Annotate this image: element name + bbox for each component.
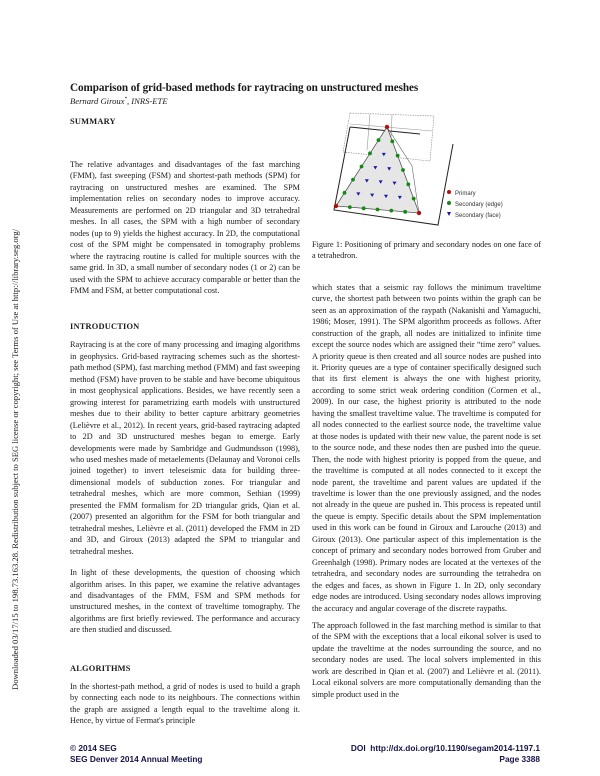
doi-label: DOI: [350, 743, 366, 753]
doi-link[interactable]: http://dx.doi.org/10.1190/segam2014-1197.1: [370, 743, 540, 753]
left-column: [70, 117, 300, 727]
figure-caption: Figure 1: Positioning of primary and secondary nodes on one face of a tetrahedron.: [312, 240, 541, 261]
algorithms-heading: ALGORITHMS: [70, 663, 131, 673]
algorithms-paragraph: In the shortest-path method, a grid of nodes is used to build a graph by connecting each node to its neighbours. The connections within the graph are assigned a length equal to the traveltime along it. Hence, by virtue of Fermat's principle: [70, 681, 300, 726]
secondary-edge-node: [390, 139, 394, 143]
download-watermark: Downloaded 03/17/15 to 198.73.163.28. Redistribution subject to SEG license or copyright; see Terms of Use at http://library.seg.org/: [10, 228, 20, 690]
tetrahedron-face-figure: [320, 100, 545, 230]
footer-meeting: SEG Denver 2014 Annual Meeting: [70, 754, 203, 764]
introduction-paragraph-1: Raytracing is at the core of many processing and imaging algorithms in geophysics. Grid-based raytracing schemes such as the shortest-path method (SPM), fast marching method (FMM) and fast sweeping method (FSM) have proven to be stable and have become ubiquitous in most geophysical applications. Besides, we have recently seen a growing interest for parametrizing earth models with unstructured meshes due to their ability to better capture arbitrary geometries (Lelièvre et al., 2012). In recent years, grid-based raytracing adapted to 2D and 3D unstructured meshes began to emerge. Early developments were made by Sambridge and Gudmundsson (1998), who used meshes made of metaelements (Delaunay and Voronoi cells joined together) to invert teleseismic data for building three-dimensional models of subduction zones. For triangular and tetrahedral meshes, which are more common, Sethian (1999) presented the FMM formalism for 2D triangular grids, Qian et al. (2007) presented an algorithm for the FSM for both triangular and tetrahedral meshes, Lelièvre et al. (2011) developed the FMM in 2D and 3D, and Giroux (2013) adapted the SPM to triangular and tetrahedral meshes.: [70, 340, 300, 556]
secondary-edge-node: [406, 182, 410, 186]
legend-primary-marker: [447, 190, 451, 194]
secondary-edge-node: [368, 151, 372, 155]
secondary-edge-node: [376, 208, 380, 212]
introduction-paragraph-2: In light of these developments, the question of choosing which algorithm arises. In this paper, we examine the relative advantages and disadvantages of the FMM, FSM and SPM methods for unstructured meshes, in the context of traveltime tomography. The algorithms are first briefly reviewed. The performance and accuracy are then studied and discussed.: [70, 568, 300, 635]
legend-secondary-face: Secondary (face): [455, 213, 501, 219]
secondary-edge-node: [396, 154, 400, 158]
paper-title: Comparison of grid-based methods for raytracing on unstructured meshes: [70, 82, 419, 94]
right-paragraph-1: which states that a seismic ray follows the minimum traveltime curve, the shortest path between two points within the graph can be seen as an approximation of the raypath (Nakanishi and Yamaguchi, 1986; Moser, 1991). The SPM algorithm proceeds as follows. After construction of the graph, all nodes are initialized to infinite time except the source nodes which are assigned their “time zero” values. A priority queue is then created and all source nodes are pushed into it. Priority queues are a type of container specifically designed such that its first element is always the one with highest priority, according to some strict weak ordering condition (Cormen et al., 2009). In our case, the highest priority is attributed to the node having the smallest traveltime value. The traveltime is computed for all nodes connected to the earliest source node, the traveltime value at those nodes is updated with their new value, the parent node is set to the source node, and these nodes then are pushed into the queue. Then, the node with highest priority is popped from the queue, and the traveltime is computed at all nodes connected to it except the node parent, the traveltime and parent values are updated if the traveltime is lower than the one previously assigned, and the nodes not already in the queue are pushed in. This process is repeated until the queue is empty. Specific details about the SPM implementation used in this work can be found in Giroux and Larouche (2013) and Giroux (2013). One particular aspect of this implementation is the concept of primary and secondary nodes borrowed from Gruber and Greenhalgh (1998). Primary nodes are located at the vertexes of the tetrahedra, and secondary nodes are surrounding the tetrahedra on the edges and faces, as shown in Figure 1. In 2D, only secondary edge nodes are introduced. Using secondary nodes allows improving the accuracy and angular coverage of the discrete raypaths.: [312, 282, 541, 613]
footer-page: Page 3388: [499, 754, 540, 764]
primary-node: [417, 211, 421, 215]
summary-text: The relative advantages and disadvantages of the fast marching (FMM), fast sweeping (FSM) and shortest-path methods (SPM) for raytracing on unstructured meshes are examined. The SPM implementation relies on secondary nodes to improve accuracy. Measurements are performed on 2D triangular and 3D tetrahedral meshes. In all cases, the SPM with a high number of secondary nodes (up to 9) yields the highest accuracy. In 2D, the computational cost of the SPM might be compensated in tomography problems where the raytracing routine is called for multiple sources with the same grid. In 3D, a small number of secondary nodes (1 or 2) can be used with the SPM to achieve accuracy comparable or better than the FMM and FSM, at better computational cost.: [70, 160, 300, 295]
secondary-edge-node: [362, 206, 366, 210]
right-paragraph-2: The approach followed in the fast marching method is similar to that of the SPM with the exceptions that a local eikonal solver is used to update the traveltime at the nodes surrounding the source, and no secondary nodes are used. The local solvers implemented in this work are described in Qian et al. (2007) and Lelièvre et al. (2011). Local eikonal solvers are more computationally demanding than the simple product used in the: [312, 620, 541, 699]
legend-edge-marker: [447, 201, 451, 205]
author-name: Bernard Giroux: [70, 96, 125, 106]
footer-doi: [351, 743, 540, 753]
secondary-edge-node: [343, 191, 347, 195]
legend-face-marker: [447, 212, 451, 216]
secondary-edge-node: [401, 168, 405, 172]
secondary-edge-node: [351, 178, 355, 182]
author-mark: *: [124, 97, 127, 103]
legend-secondary-edge: Secondary (edge): [455, 202, 503, 208]
footer-copyright: © 2014 SEG: [70, 743, 117, 753]
figure-legend: [447, 190, 503, 219]
introduction-heading: INTRODUCTION: [70, 322, 140, 332]
author-line: [70, 96, 168, 106]
right-column: [312, 239, 541, 700]
legend-primary: Primary: [455, 191, 476, 197]
secondary-edge-node: [377, 138, 381, 142]
secondary-edge-node: [360, 165, 364, 169]
secondary-edge-node: [389, 209, 393, 213]
secondary-edge-node: [348, 205, 352, 209]
secondary-edge-node: [412, 197, 416, 201]
author-affiliation: , INRS-ETE: [127, 96, 168, 106]
primary-node: [385, 125, 389, 129]
summary-heading: SUMMARY: [70, 117, 116, 126]
primary-node: [334, 204, 338, 208]
secondary-edge-node: [403, 210, 407, 214]
